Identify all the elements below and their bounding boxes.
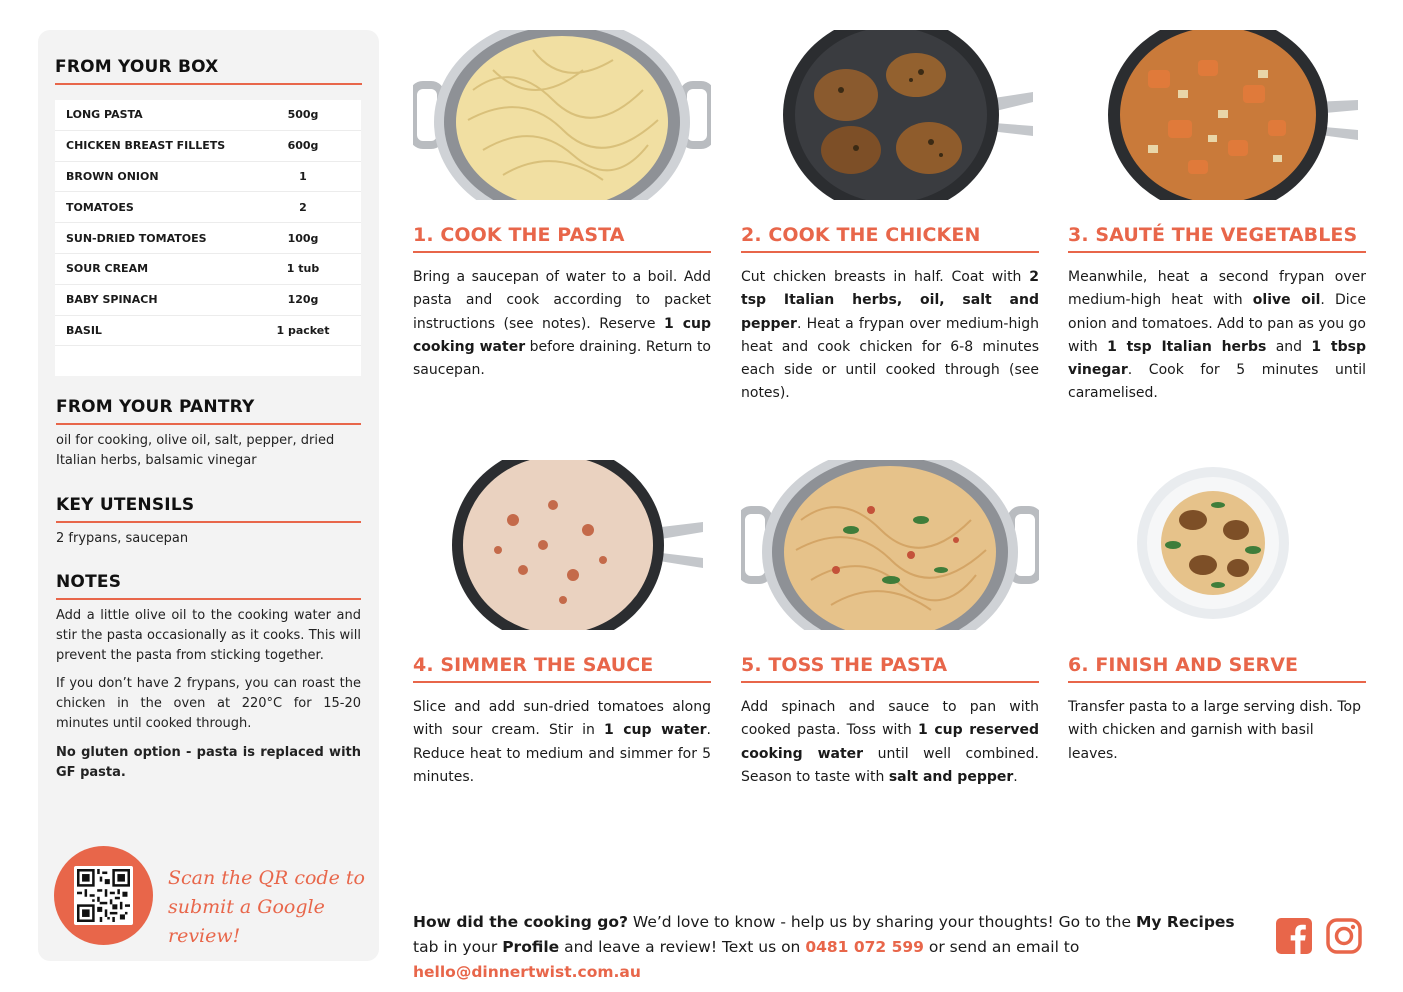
table-row (55, 254, 361, 285)
table-row (55, 162, 361, 193)
step-3-text: . Cook for 5 minutes until caramelised. (1068, 362, 1366, 402)
ingredient-qty: 2 (299, 200, 307, 214)
table-blank-row (55, 346, 361, 376)
footer-text: or send an email to (923, 938, 1080, 956)
table-row (55, 285, 361, 316)
ingredient-name: BASIL (66, 323, 102, 337)
ingredient-qty: 1 (299, 169, 307, 183)
step-1-emphasis: 1 cup cooking water (413, 315, 711, 355)
qr-code-icon[interactable] (74, 866, 133, 925)
step-2-emphasis: 2 tsp Italian herbs, oil, salt and pepper (741, 269, 1039, 332)
ingredient-qty: 120g (287, 293, 319, 307)
step-3-text: and (1266, 338, 1312, 355)
step-5-text: . (1013, 768, 1018, 785)
ingredient-qty: 500g (287, 108, 319, 122)
pantry-text: oil for cooking, olive oil, salt, pepper, dried Italian herbs, balsamic vinegar (56, 433, 335, 468)
ingredient-qty: 1 tub (286, 262, 320, 276)
ingredients-sidebar (38, 30, 379, 961)
vegetables-frypan-photo (1068, 30, 1366, 200)
ingredient-qty: 600g (287, 139, 319, 153)
footer-question: How did the cooking go? (413, 913, 628, 931)
table-row (55, 131, 361, 162)
ingredient-qty: 1 packet (276, 323, 330, 337)
step-4-text: . Reduce heat to medium and simmer for 5 minutes. (413, 722, 711, 785)
note-2: If you don’t have 2 frypans, you can roast the chicken in the oven at 220°C for 15-20 minutes until cooked through. (56, 676, 361, 731)
toss-pasta-pot-photo (741, 460, 1039, 630)
utensils-text: 2 frypans, saucepan (56, 531, 189, 546)
step-2-body (741, 266, 1039, 406)
step-3-emphasis: 1 tbsp vinegar (1068, 338, 1367, 379)
ingredient-name: TOMATOES (66, 200, 134, 214)
ingredient-name: BABY SPINACH (66, 293, 158, 307)
my-recipes-link[interactable]: My Recipes (1135, 913, 1235, 931)
from-box-heading: FROM YOUR BOX (55, 57, 362, 85)
step-5-title: 5. TOSS THE PASTA (741, 654, 1039, 683)
pantry-heading: FROM YOUR PANTRY (56, 397, 361, 425)
note-1: Add a little olive oil to the cooking water and stir the pasta occasionally as it cooks. This will prevent the pasta from sticking together. (56, 608, 361, 663)
step-5-emphasis: salt and pepper (888, 768, 1014, 785)
table-row (55, 100, 361, 131)
step-1-text: before draining. Return to saucepan. (413, 338, 711, 379)
serving-plate-photo (1068, 460, 1366, 630)
ingredients-table (55, 100, 361, 376)
step-1-title: 1. COOK THE PASTA (413, 224, 711, 253)
table-row (55, 192, 361, 223)
step-4-body (413, 696, 711, 789)
step-3-text: Meanwhile, heat a second frypan over medium-high heat with (1068, 269, 1366, 309)
sauce-frypan-photo (413, 460, 711, 630)
step-5-text: until well combined. Season to taste with (741, 745, 1039, 785)
step-6-body (1068, 696, 1366, 766)
qr-badge (54, 846, 153, 945)
profile-link[interactable]: Profile (502, 938, 560, 956)
ingredient-name: SUN-DRIED TOMATOES (66, 231, 207, 245)
note-3: No gluten option - pasta is replaced with GF pasta. (56, 745, 361, 780)
ingredient-name: SOUR CREAM (66, 262, 149, 276)
ingredient-qty: 100g (287, 231, 319, 245)
table-row (55, 223, 361, 254)
email-link[interactable]: hello@dinnertwist.com.au (413, 963, 641, 981)
step-4-text: Slice and add sun-dried tomatoes along with sour cream. Stir in (413, 699, 711, 739)
step-3-text: . Dice onion and tomatoes. Add to pan as you go with (1068, 292, 1366, 355)
step-3-title: 3. SAUTÉ THE VEGETABLES (1068, 224, 1366, 253)
step-6-text: Transfer pasta to a large serving dish. Top with chicken and garnish with basil leaves. (1068, 699, 1362, 762)
step-2-title: 2. COOK THE CHICKEN (741, 224, 1039, 253)
step-3-emphasis: 1 tsp Italian herbs (1107, 338, 1267, 355)
step-1-text: Bring a saucepan of water to a boil. Add pasta and cook according to packet instructions (see notes). Reserve (413, 269, 711, 332)
footer-text: We’d love to know - help us by sharing your thoughts! Go to the (627, 913, 1136, 931)
chicken-frypan-photo (741, 30, 1039, 200)
step-2-text: . Heat a frypan over medium-high heat and cook chicken for 6-8 minutes each side or until cooked through (see notes). (741, 315, 1039, 402)
utensils-heading: KEY UTENSILS (56, 495, 361, 523)
facebook-icon[interactable] (1276, 918, 1312, 954)
footer-text: tab in your (413, 938, 503, 956)
footer-text: and leave a review! Text us on (559, 938, 806, 956)
pasta-pot-photo (413, 30, 711, 200)
step-4-title: 4. SIMMER THE SAUCE (413, 654, 711, 683)
step-1-body (413, 266, 711, 382)
qr-caption-line-2: submit a Google review! (168, 896, 325, 947)
step-5-text: Add spinach and sauce to pan with cooked pasta. Toss with (741, 699, 1039, 739)
instagram-icon[interactable] (1326, 918, 1362, 954)
table-row (55, 316, 361, 347)
ingredient-name: LONG PASTA (66, 108, 143, 122)
step-3-emphasis: olive oil (1252, 292, 1321, 309)
step-3-body (1068, 266, 1366, 406)
ingredient-name: CHICKEN BREAST FILLETS (66, 139, 226, 153)
step-2-text: Cut chicken breasts in half. Coat with (741, 269, 1030, 285)
qr-caption (168, 864, 368, 951)
step-5-emphasis: 1 cup reserved cooking water (741, 722, 1039, 762)
notes-heading: NOTES (56, 572, 361, 600)
feedback-footer (413, 910, 1263, 985)
step-6-title: 6. FINISH AND SERVE (1068, 654, 1366, 683)
ingredient-name: BROWN ONION (66, 169, 159, 183)
phone-link[interactable]: 0481 072 599 (805, 938, 924, 956)
step-5-body (741, 696, 1039, 789)
step-4-emphasis: 1 cup water (603, 722, 707, 739)
qr-caption-line-1: Scan the QR code to (168, 867, 365, 889)
